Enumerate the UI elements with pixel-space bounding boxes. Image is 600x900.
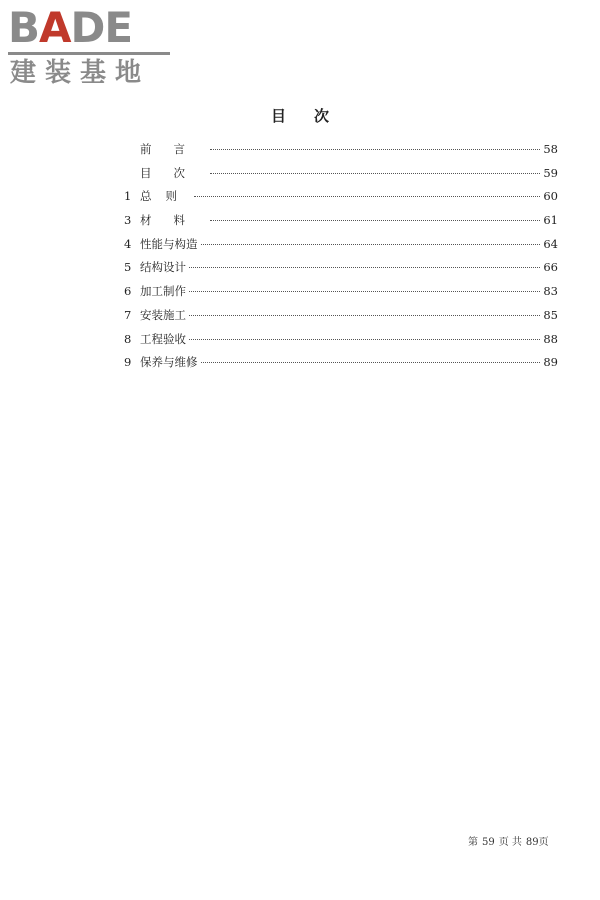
toc-entry-number: 6 [124, 284, 132, 299]
footer-prefix: 第 [468, 837, 478, 848]
toc-entry[interactable] [124, 188, 558, 212]
toc-entry-label: 性能与构造 [140, 236, 198, 251]
toc-entry-label: 目次 [140, 165, 207, 180]
toc-entry-number: 3 [124, 213, 132, 228]
toc-entry-number: 7 [124, 307, 132, 322]
toc-entry[interactable] [124, 236, 558, 260]
toc-entry[interactable] [124, 141, 558, 165]
toc-entry-label: 工程验收 [140, 331, 186, 346]
toc-entry-page: 64 [543, 236, 558, 251]
toc-leader-dots [189, 267, 540, 268]
footer-mid: 页 共 [498, 837, 522, 848]
footer-current-page: 59 [482, 837, 495, 848]
toc-leader-dots [210, 220, 540, 221]
logo-wordmark: BADE [8, 3, 133, 52]
toc-entry-page: 66 [543, 260, 558, 275]
toc-entry[interactable] [124, 212, 558, 236]
toc-entry[interactable] [124, 165, 558, 189]
toc-leader-dots [210, 173, 540, 174]
toc-entry-number: 4 [124, 236, 132, 251]
toc-leader-dots [189, 291, 540, 292]
toc-entry-label: 保养与维修 [140, 355, 198, 370]
logo [8, 3, 174, 90]
toc-entry-page: 59 [543, 165, 558, 180]
toc-leader-dots [189, 339, 540, 340]
toc-entry[interactable] [124, 283, 558, 307]
toc-leader-dots [194, 196, 540, 197]
toc-entry-number: 8 [124, 331, 132, 346]
toc-entry[interactable] [124, 331, 558, 355]
toc-entry[interactable] [124, 307, 558, 331]
footer-total-pages: 89页 [525, 837, 549, 848]
toc-entry-label: 材料 [140, 213, 207, 228]
page-title: 目次 [270, 107, 357, 125]
toc-entry-label: 总则 [140, 189, 191, 204]
toc-entry-page: 85 [543, 307, 558, 322]
toc-entry-page: 89 [543, 355, 558, 370]
toc-leader-dots [201, 362, 541, 363]
logo-chinese-text: 建装基地 [10, 58, 151, 88]
toc-entry-page: 83 [543, 284, 558, 299]
toc-entry-page: 88 [543, 331, 558, 346]
toc-entry-label: 前言 [140, 142, 207, 156]
toc-entry[interactable] [124, 354, 558, 378]
toc-entry-label: 加工制作 [140, 284, 186, 299]
table-of-contents [124, 141, 558, 378]
toc-entry-label: 结构设计 [140, 260, 186, 275]
toc-entry-page: 61 [543, 213, 558, 228]
toc-entry[interactable] [124, 259, 558, 283]
toc-entry-number: 5 [124, 260, 132, 275]
toc-leader-dots [201, 244, 541, 245]
toc-entry-page: 60 [543, 189, 558, 204]
toc-leader-dots [189, 315, 540, 316]
logo-divider [8, 52, 170, 55]
toc-entry-number: 9 [124, 355, 132, 370]
page-footer [468, 833, 553, 848]
toc-leader-dots [210, 149, 540, 150]
toc-entry-number: 1 [124, 189, 132, 204]
toc-entry-page: 58 [543, 142, 558, 156]
toc-entry-label: 安装施工 [140, 307, 186, 322]
